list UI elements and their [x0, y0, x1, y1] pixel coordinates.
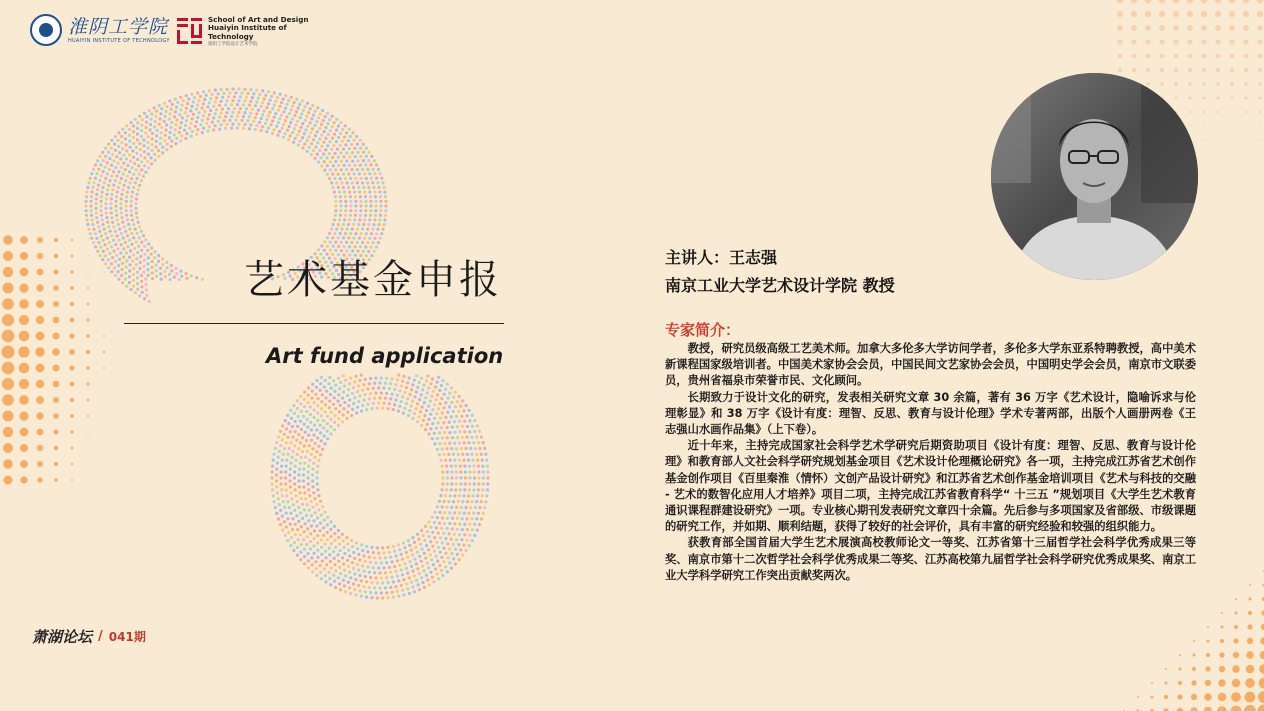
speaker-info — [665, 244, 895, 300]
school-mark-icon — [176, 16, 203, 46]
forum-badge — [32, 626, 146, 647]
page-title-en: Art fund application — [266, 344, 504, 368]
university-name-cn: 淮阴工学院 — [68, 16, 169, 38]
page-title-cn: 艺术基金申报 — [244, 257, 502, 303]
bio-paragraph: 长期致力于设计文化的研究，发表相关研究文章 30 余篇，著有 36 万字《艺术设计，隐喻诉求与伦理彰显》和 38 万字《设计有度：理智、反思、教育与设计伦理》学术专著两部，出版个人画册两卷《王志强山水画作品集》（上下卷）。 — [665, 390, 1196, 437]
university-logo — [30, 14, 170, 46]
university-name-en: HUAIYIN INSTITUTE OF TECHNOLOGY — [68, 38, 170, 44]
bio-paragraph: 近十年来，主持完成国家社会科学艺术学研究后期资助项目《设计有度：理智、反思、教育与设计伦理》和教育部人文社会科学研究规划基金项目《艺术设计伦理概论研究》各一项，主持完成江苏省艺术创作基金创作项目《百里秦淮（情怀）文创产品设计研究》和江苏省艺术创作基金培训项目《艺术与科技的交融 - 艺术的数智化应用人才培养》项目二项，主持完成江苏省教育科学“ 十三五 ”规划项目《大学生艺术教育通识课程群建设研究》一项。专业核心期刊发表研究文章四十余篇。先后参与多项国家及省部级、市级课题的研究工作，并如期、顺利结题，获得了较好的社会评价，具有丰富的研究经验和较强的组织能力。 — [665, 439, 1196, 534]
speaker-portrait — [991, 73, 1198, 280]
school-name-line-1: School of Art and Design — [208, 15, 309, 24]
intro-heading: 专家简介： — [665, 321, 741, 339]
school-logo — [176, 16, 308, 49]
school-name-line-3: Technology — [208, 31, 254, 41]
title-divider — [124, 323, 504, 324]
bio-paragraph: 获教育部全国首届大学生艺术展演高校教师论文一等奖、江苏省第十三届哲学社会科学优秀成果三等奖、南京市第十二次哲学社会科学优秀成果二等奖、江苏高校第九届哲学社会科学研究优秀成果奖、南京工业大学科学研究工作突出贡献奖两次。 — [665, 536, 1196, 582]
forum-name: 萧湖论坛 — [32, 628, 93, 646]
bio-text — [665, 341, 1196, 584]
school-name-cn: 淮阴工学院设计艺术学院 — [208, 42, 258, 48]
forum-separator: / — [98, 629, 103, 644]
university-emblem-icon — [30, 14, 62, 46]
forum-issue: 041期 — [108, 630, 146, 644]
speaker-name: 主讲人：王志强 — [665, 248, 778, 267]
speaker-affiliation: 南京工业大学艺术设计学院 教授 — [665, 276, 895, 295]
bio-paragraph: 教授，研究员级高级工艺美术师。加拿大多伦多大学访问学者，多伦多大学东亚系特聘教授，高中美术新课程国家级培训者。中国美术家协会会员，中国民间文艺家协会会员，中国明史学会会员，南京市文联委员，贵州省福泉市荣誉市民、文化顾问。 — [665, 342, 1196, 388]
school-name-line-2: Huaiyin Institute of — [208, 23, 287, 33]
